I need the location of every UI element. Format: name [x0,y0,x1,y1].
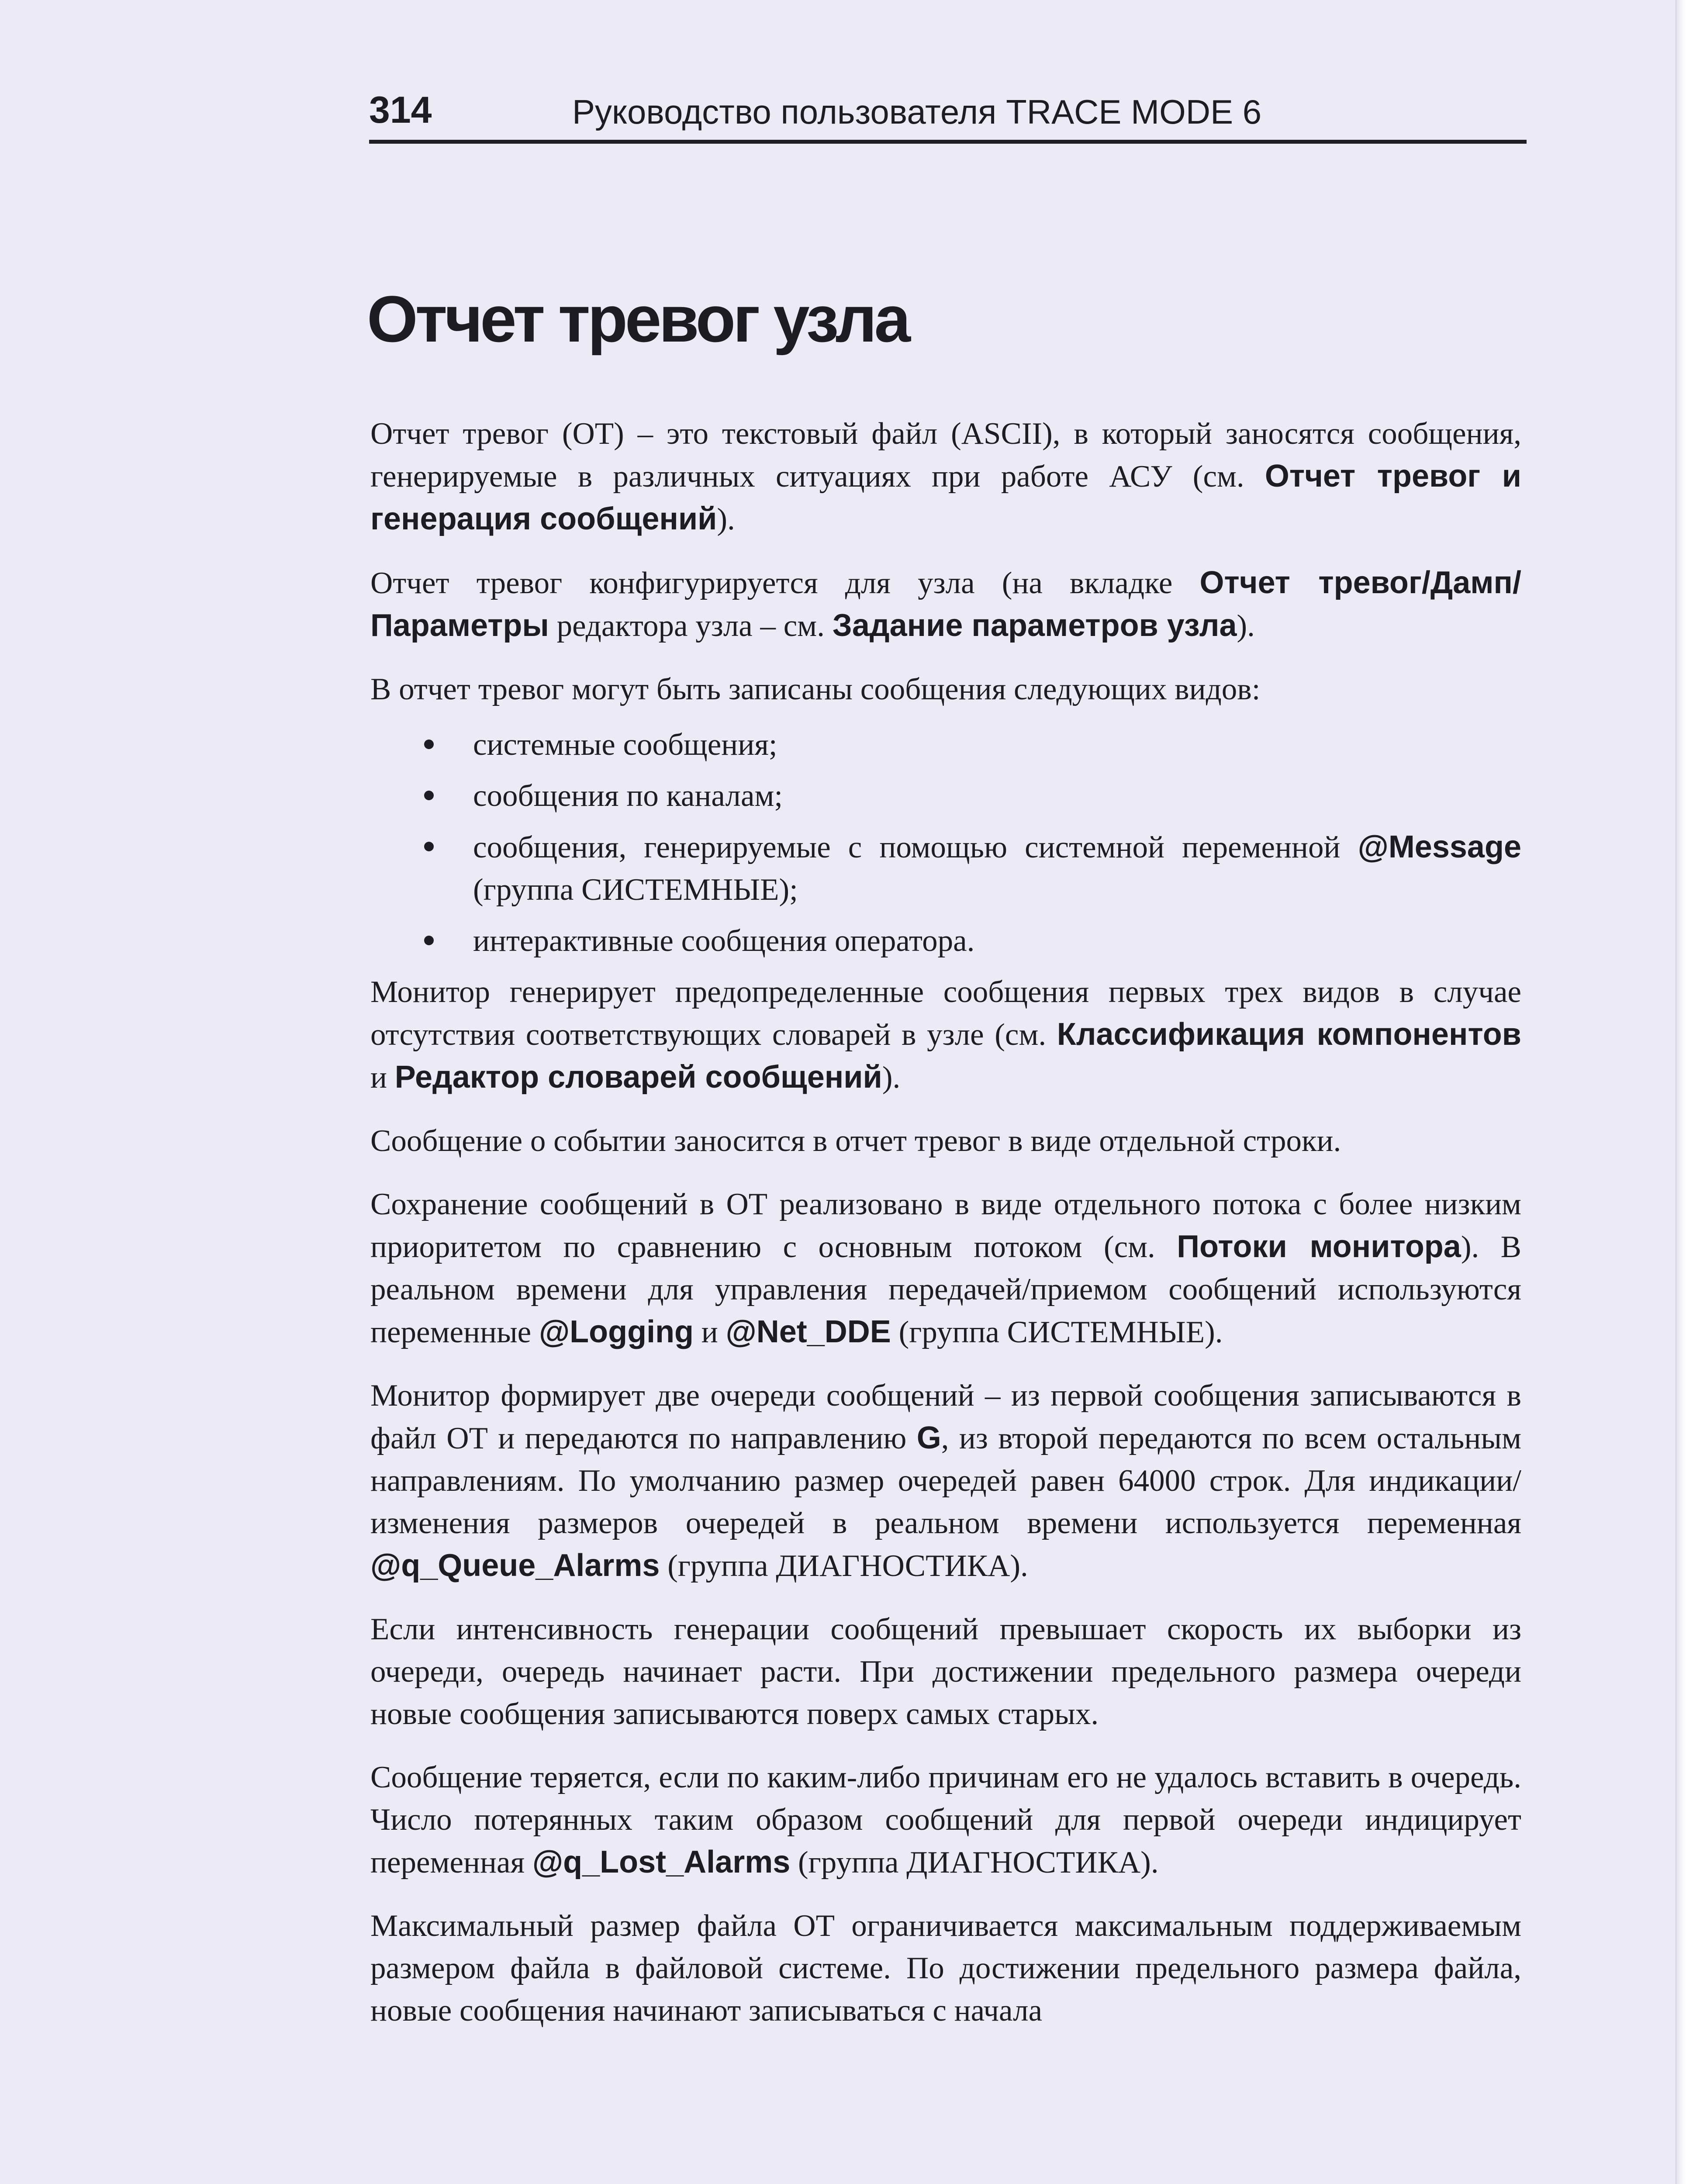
variable-name: @q_Lost_Alarms [532,1845,791,1880]
paragraph-1 [370,413,1521,541]
paragraph-2 [370,562,1521,647]
paragraph-3: В отчет тревог могут быть записаны сообщения следующих видов: [370,672,1261,706]
paragraph-6 [370,1183,1521,1354]
paragraph-9 [370,1756,1521,1884]
text-run: ). [1237,609,1255,643]
text-run: Сообщение теряется, если по каким-либо причинам его не удалось вставить в очередь. Число потерянных таким образом сообщений для первой очереди индицирует переменная [370,1760,1521,1880]
body-text [370,413,1521,2053]
section-title: Отчет тревог узла [367,282,909,356]
cross-reference: Отчет тревог/Дамп/Параметры [370,565,1521,643]
text-run: (группа СИСТЕМНЫЕ); [473,873,798,907]
page-header [369,87,1527,144]
bullet-icon [424,740,434,749]
paragraph-4 [370,971,1521,1099]
cross-reference: Редактор словарей сообщений [394,1060,882,1095]
text-run: , из второй передаются по всем остальным направлениям. По умолчанию размер очередей равен 64000 строк. Для индикации/изменения размеров очередей в реальном времени используется переменная [370,1421,1521,1540]
text-run: (группа СИСТЕМНЫЕ). [891,1315,1223,1349]
paragraph-10: Максимальный размер файла ОТ ограничивается максимальным поддерживаемым размером файла в файловой системе. По достижении предельного размера файла, новые сообщения начинают записываться с начала [370,1909,1521,2028]
variable-name: @Logging [539,1314,694,1349]
cross-reference: Задание параметров узла [832,608,1237,643]
paragraph-7 [370,1375,1521,1587]
bullet-icon [424,842,434,851]
list-item [473,920,1521,962]
text-run: Сохранение сообщений в ОТ реализовано в виде отдельного потока с более низким приоритетом по сравнению с основным потоком (см. [370,1187,1521,1264]
cross-reference: Потоки монитора [1177,1229,1461,1264]
text-run: ). [717,502,735,536]
text-run: редактора узла – см. [549,609,833,643]
text-run: (группа ДИАГНОСТИКА). [790,1845,1159,1880]
text-run: ). [882,1061,901,1095]
list-item [473,826,1521,911]
text-run: Монитор генерирует предопределенные сообщения первых трех видов в случае отсутствия соответствующих словарей в узле (см. [370,975,1521,1052]
text-run: ). В реальном времени для управления передачей/приемом сообщений используются переменные [370,1230,1522,1349]
text-run: сообщения, генерируемые с помощью системной переменной [473,830,1358,864]
message-types-list [370,724,1521,962]
running-title: Руководство пользователя TRACE MODE 6 [572,93,1262,131]
text-run: и [370,1061,395,1095]
text-run: системные сообщения; [473,728,777,762]
text-run: Отчет тревог (ОТ) – это текстовый файл (ASCII), в который заносятся сообщения, генерируемые в различных ситуациях при работе АСУ (см. [370,417,1521,494]
text-run: Отчет тревог конфигурируется для узла (на вкладке [370,566,1200,600]
text-run: Монитор формирует две очереди сообщений – из первой сообщения записываются в файл ОТ и передаются по направлению [370,1379,1521,1455]
text-run: сообщения по каналам; [473,779,783,813]
text-run: и [694,1315,726,1349]
list-item [473,775,1521,817]
bullet-icon [424,791,434,800]
cross-reference: Отчет тревог и генерация сообщений [370,459,1522,536]
text-run: (группа ДИАГНОСТИКА). [660,1549,1028,1583]
variable-name: @Net_DDE [726,1314,891,1349]
page-number: 314 [369,89,432,131]
bullet-icon [424,936,434,945]
list-item [473,724,1521,766]
text-run: интерактивные сообщения оператора. [473,924,975,958]
variable-name: @Message [1358,829,1521,864]
variable-name: @q_Queue_Alarms [370,1548,660,1583]
cross-reference: Классификация компонентов [1057,1017,1521,1052]
page-edge [1676,0,1686,2184]
direction-name: G [916,1420,941,1455]
paragraph-8: Если интенсивность генерации сообщений превышает скорость их выборки из очереди, очередь начинает расти. При достижении предельного размера очереди новые сообщения записываются поверх самых старых. [370,1612,1521,1731]
paragraph-5: Сообщение о событии заносится в отчет тревог в виде отдельной строки. [370,1124,1341,1158]
